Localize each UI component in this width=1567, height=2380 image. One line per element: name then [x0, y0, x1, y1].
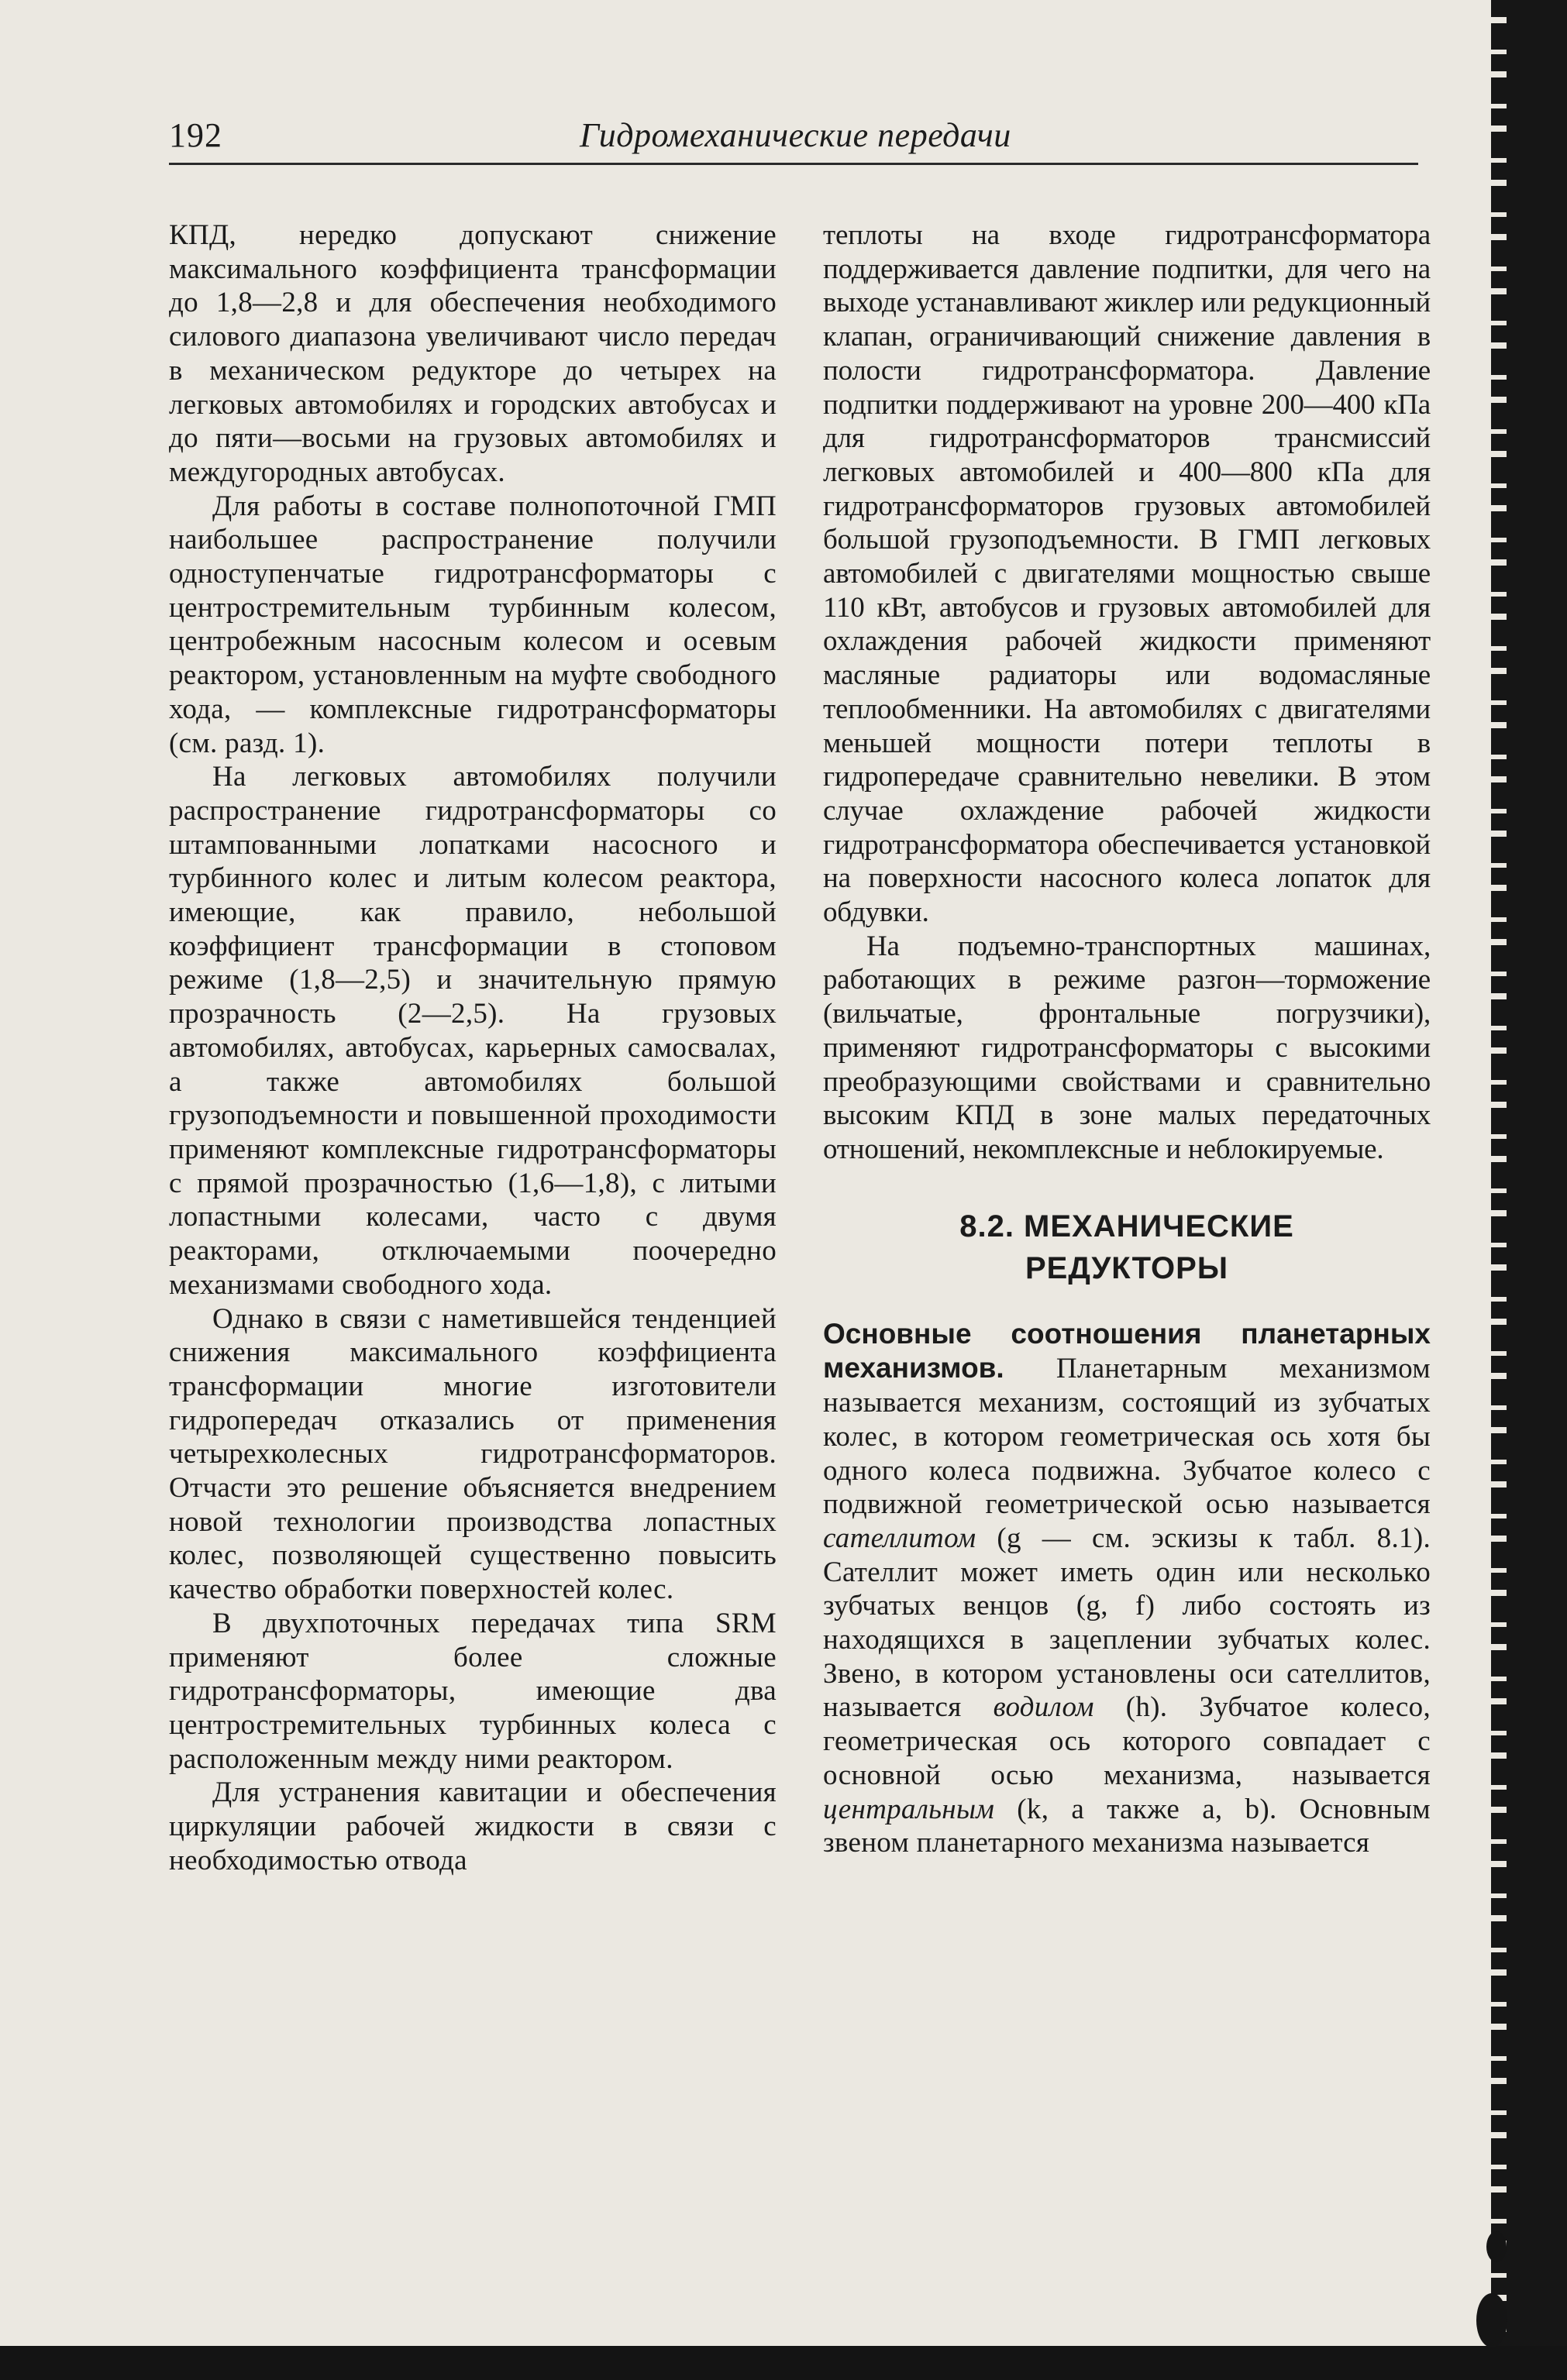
scan-speck: [1476, 2293, 1507, 2347]
paragraph: На подъемно-транспортных машинах, работающих в режиме разгон—торможение (вильчатые, фронтальные погрузчики), применяют гидротрансформаторы с высокими преобразующими свойствами и сравнительно высоким КПД в зоне малых передаточных отношений, некомплексные и неблокируемые.: [823, 930, 1431, 1165]
paragraph: Для устранения кавитации и обеспечения циркуляции рабочей жидкости в связи с необходимостью отвода: [169, 1776, 777, 1876]
paragraph: КПД, нередко допускают снижение максимального коэффициента трансформации до 1,8—2,8 и для обеспечения необходимого силового диапазона увеличивают число передач в механическом редукторе до четырех на легковых автомобилях и городских автобусах и до пяти—восьми на грузовых автомобилях и междугородных автобусах.: [169, 219, 777, 488]
paragraph: Однако в связи с наметившейся тенденцией снижения максимального коэффициента трансформации многие изготовители гидропередач отказались от применения четырехколесных гидротрансформаторов. Отчасти это решение объясняется внедрением новой технологии производства лопастных колес, позволяющей существенно повысить качество обработки поверхностей колес.: [169, 1302, 777, 1606]
spacer: [823, 1167, 1431, 1205]
page-number: 192: [169, 116, 222, 154]
term-carrier: водилом: [993, 1691, 1094, 1724]
spacer: [823, 1289, 1431, 1317]
section-heading-line: РЕДУКТОРЫ: [1025, 1250, 1229, 1285]
scan-edge-ragged: [1491, 0, 1507, 2380]
scan-edge-right: [1502, 0, 1567, 2380]
left-column: [169, 218, 777, 1877]
scan-edge-bottom: [0, 2346, 1567, 2380]
term-central: центральным: [823, 1793, 995, 1825]
paragraph: Для работы в составе полнопоточной ГМП наибольшее распространение получили одноступенчатые гидротрансформаторы с центростремительным турбинным колесом, центробежным насосным колесом и осевым реактором, установленным на муфте свободного хода, — комплексные гидротрансформаторы (см. разд. 1).: [169, 490, 777, 759]
paragraph-lead-heading: Основные соотношения планетарных механизмов.: [823, 1317, 1431, 1384]
scan-speck: [1486, 2231, 1507, 2262]
text-run: (h). Зубчатое колесо, геометрическая ось которого совпадает с основной осью механизма, называется: [823, 1691, 1431, 1791]
right-column: [823, 218, 1431, 1860]
paragraph: На легковых автомобилях получили распространение гидротрансформаторы со штампованными лопатками насосного и турбинного колес и литым колесом реактора, имеющие, как правило, небольшой коэффициент трансформации в стоповом режиме (1,8—2,5) и значительную прямую прозрачность (2—2,5). На грузовых автомобилях, автобусах, карьерных самосвалах, а также автомобилях большой грузоподъемности и повышенной проходимости применяют комплексные гидротрансформаторы с прямой прозрачностью (1,6—1,8), с литыми лопастными колесами, часто с двумя реакторами, отключаемыми поочередно механизмами свободного хода.: [169, 761, 777, 1301]
paragraph: В двухпоточных передачах типа SRM применяют более сложные гидротрансформаторы, имеющие два центростремительных турбинных колеса с расположенным между ними реактором.: [169, 1607, 777, 1775]
text-run: (k, а также a, b). Основным звеном планетарного механизма называется: [823, 1793, 1431, 1859]
header-rule: [169, 163, 1418, 165]
page-header: [169, 112, 1418, 159]
section-heading-line: 8.2. МЕХАНИЧЕСКИЕ: [959, 1209, 1294, 1243]
paragraph: теплоты на входе гидротрансформатора поддерживается давление подпитки, для чего на выходе устанавливают жиклер или редукционный клапан, ограничивающий снижение давления в полости гидротрансформатора. Давление подпитки поддерживают на уровне 200—400 кПа для гидротрансформаторов трансмиссий легковых автомобилей и 400—800 кПа для гидротрансформаторов грузовых автомобилей большой грузоподъемности. В ГМП легковых автомобилей с двигателями мощностью свыше 110 кВт, автобусов и грузовых автомобилей для охлаждения рабочей жидкости применяют масляные радиаторы или водомасляные теплообменники. На автомобилях с двигателями меньшей мощности потери теплоты в гидропередаче сравнительно невелики. В этом случае охлаждение рабочей жидкости гидротрансформатора обеспечивается установкой на поверхности насосного колеса лопаток для обдувки.: [823, 219, 1431, 929]
term-satellite: сателлитом: [823, 1522, 976, 1554]
paragraph-planetary: [823, 1317, 1431, 1860]
text-run: (g — см. эскизы к табл. 8.1). Сателлит может иметь один или несколько зубчатых венцов (g, f) либо состоять из находящихся в зацеплении зубчатых колес. Звено, в котором установлены оси сателлитов, называется: [823, 1522, 1431, 1724]
running-title: Гидромеханические передачи: [580, 116, 1011, 154]
text-run: Планетарным механизмом называется механизм, состоящий из зубчатых колес, в котором геометрическая ось хотя бы одного колеса подвижна. Зубчатое колесо с подвижной геометрической осью называется: [823, 1353, 1431, 1521]
